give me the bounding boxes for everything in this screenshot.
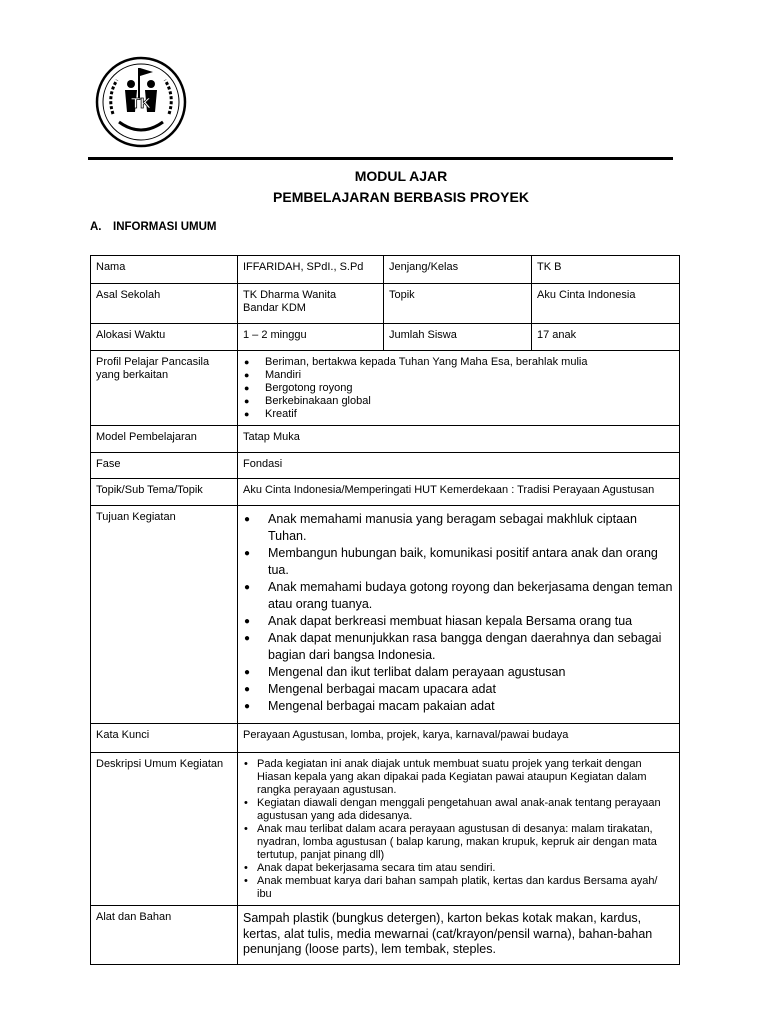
label-fase: Fase bbox=[91, 453, 238, 479]
tk-pgri-logo bbox=[95, 56, 187, 148]
list-item: • Anak dapat bekerjasama secara tim atau sendiri. bbox=[243, 862, 674, 875]
value-profil bbox=[238, 351, 680, 426]
section-label: INFORMASI UMUM bbox=[113, 221, 217, 233]
value-asal-line2: Bandar KDM bbox=[243, 302, 306, 314]
table-row bbox=[91, 256, 680, 284]
value-deskripsi bbox=[238, 753, 680, 906]
label-model: Model Pembelajaran bbox=[91, 426, 238, 453]
list-item: ● Beriman, bertakwa kepada Tuhan Yang Maha Esa, berahlak mulia bbox=[243, 356, 674, 369]
list-item: ● Bergotong royong bbox=[243, 382, 674, 395]
value-asal-line1: TK Dharma Wanita bbox=[243, 289, 337, 301]
section-heading bbox=[90, 221, 217, 233]
label-asal: Asal Sekolah bbox=[91, 284, 238, 324]
list-item: • Anak mau terlibat dalam acara perayaan agustusan di desanya: malam tirakatan, nyadran, lomba agustusan ( balap karung, makan krupuk, kepruk air dengan mata tertutup, panjat pinang dll) bbox=[243, 823, 674, 862]
list-item: ● Anak memahami manusia yang beragam sebagai makhluk ciptaan Tuhan. bbox=[243, 511, 674, 545]
label-jenjang: Jenjang/Kelas bbox=[384, 256, 532, 284]
list-item: • Kegiatan diawali dengan menggali pengetahuan awal anak-anak tentang perayaan agustusan yang ada didesanya. bbox=[243, 797, 674, 823]
list-item: ● Kreatif bbox=[243, 408, 674, 421]
label-tujuan: Tujuan Kegiatan bbox=[91, 506, 238, 724]
table-row bbox=[91, 906, 680, 965]
label-kata: Kata Kunci bbox=[91, 724, 238, 753]
list-item: ● Mengenal berbagai macam pakaian adat bbox=[243, 698, 674, 715]
list-item: ● Mandiri bbox=[243, 369, 674, 382]
doc-title-line1: MODUL AJAR bbox=[354, 168, 448, 184]
value-fase: Fondasi bbox=[238, 453, 680, 479]
list-item: ● Anak memahami budaya gotong royong dan bekerjasama dengan teman atau orang tuanya. bbox=[243, 579, 674, 613]
list-item: ● Berkebinakaan global bbox=[243, 395, 674, 408]
table-row bbox=[91, 479, 680, 506]
value-jenjang: TK B bbox=[532, 256, 680, 284]
table-row bbox=[91, 506, 680, 724]
value-alokasi: 1 – 2 minggu bbox=[238, 324, 384, 351]
value-jumlah: 17 anak bbox=[532, 324, 680, 351]
label-alat: Alat dan Bahan bbox=[91, 906, 238, 965]
value-alat: Sampah plastik (bungkus detergen), karton bekas kotak makan, kardus, kertas, alat tulis, media mewarnai (cat/krayon/pensil warna), bahan-bahan penunjang (loose parts), lem tembak, steples. bbox=[238, 906, 680, 965]
header-rule bbox=[88, 157, 673, 160]
table-row bbox=[91, 284, 680, 324]
value-kata: Perayaan Agustusan, lomba, projek, karya, karnaval/pawai budaya bbox=[238, 724, 680, 753]
list-item: ● Membangun hubungan baik, komunikasi positif antara anak dan orang tua. bbox=[243, 545, 674, 579]
list-item: ● Anak dapat menunjukkan rasa bangga dengan daerahnya dan sebagai bagian dari bangsa Indonesia. bbox=[243, 630, 674, 664]
table-row bbox=[91, 351, 680, 426]
label-topik: Topik bbox=[384, 284, 532, 324]
list-item: ● Mengenal berbagai macam upacara adat bbox=[243, 681, 674, 698]
value-asal bbox=[238, 284, 384, 324]
label-nama: Nama bbox=[91, 256, 238, 284]
logo-text: TK bbox=[131, 95, 151, 112]
table-row bbox=[91, 724, 680, 753]
table-row bbox=[91, 426, 680, 453]
list-item: • Anak membuat karya dari bahan sampah platik, kertas dan kardus Bersama ayah/ ibu bbox=[243, 875, 674, 901]
value-tujuan bbox=[238, 506, 680, 724]
doc-title-line2: PEMBELAJARAN BERBASIS PROYEK bbox=[273, 189, 529, 205]
section-number: A. bbox=[90, 221, 102, 233]
list-item: ● Mengenal dan ikut terlibat dalam perayaan agustusan bbox=[243, 664, 674, 681]
list-item: • Pada kegiatan ini anak diajak untuk membuat suatu projek yang terkait dengan Hiasan kepala yang akan dipakai pada Kegiatan pawai ataupun Kegiatan dalam rangka perayaan agustusan. bbox=[243, 758, 674, 797]
label-jumlah: Jumlah Siswa bbox=[384, 324, 532, 351]
info-table bbox=[90, 255, 680, 965]
label-deskripsi: Deskripsi Umum Kegiatan bbox=[91, 753, 238, 906]
value-topik-sub: Aku Cinta Indonesia/Memperingati HUT Kemerdekaan : Tradisi Perayaan Agustusan bbox=[238, 479, 680, 506]
value-model: Tatap Muka bbox=[238, 426, 680, 453]
label-alokasi: Alokasi Waktu bbox=[91, 324, 238, 351]
label-profil: Profil Pelajar Pancasila yang berkaitan bbox=[91, 351, 238, 426]
list-item: ● Anak dapat berkreasi membuat hiasan kepala Bersama orang tua bbox=[243, 613, 674, 630]
label-topik-sub: Topik/Sub Tema/Topik bbox=[91, 479, 238, 506]
value-topik: Aku Cinta Indonesia bbox=[532, 284, 680, 324]
tujuan-list bbox=[243, 511, 674, 715]
value-nama: IFFARIDAH, SPdI., S.Pd bbox=[238, 256, 384, 284]
table-row bbox=[91, 753, 680, 906]
profil-list bbox=[243, 356, 674, 421]
table-row bbox=[91, 324, 680, 351]
deskripsi-list bbox=[243, 758, 674, 901]
table-row bbox=[91, 453, 680, 479]
